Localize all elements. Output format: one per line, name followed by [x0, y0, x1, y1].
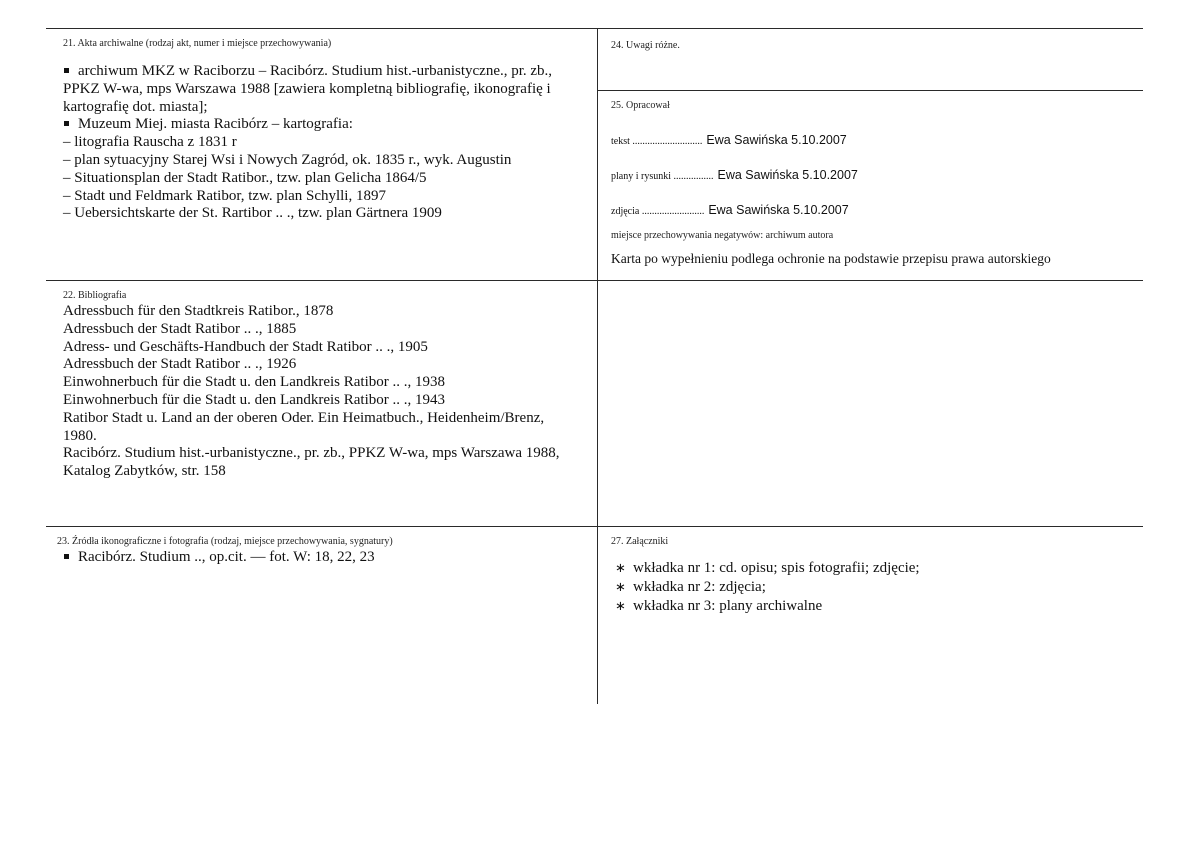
section-25-label: 25. Opracował: [611, 100, 670, 111]
map-entry: – Uebersichtskarte der St. Rartibor .. ., tzw. plan Gärtnera 1909: [63, 205, 442, 222]
bibliography-item: Racibórz. Studium hist.-urbanistyczne., pr. zb., PPKZ W-wa, mps Warszawa 1988,: [63, 445, 560, 462]
section-23: [57, 535, 593, 567]
map-entry: – plan sytuacyjny Starej Wsi i Nowych Zagród, ok. 1835 r., wyk. Augustin: [63, 151, 512, 168]
attachment-item: ∗ wkładka nr 2: zdjęcia;: [615, 579, 766, 595]
author-value: Ewa Sawińska 5.10.2007: [708, 203, 849, 217]
bibliography-item: Einwohnerbuch für die Stadt u. den Landkreis Ratibor .. ., 1943: [63, 391, 446, 408]
copyright-notice: Karta po wypełnieniu podlega ochronie na podstawie przepisu prawa autorskiego: [611, 251, 1051, 266]
section-27-label: 27. Załączniki: [611, 536, 669, 547]
attachment-item: ∗ wkładka nr 1: cd. opisu; spis fotografii; zdjęcie;: [615, 560, 920, 576]
bibliography-list: [63, 303, 593, 481]
square-bullet-icon: [64, 68, 69, 73]
bibliography-item: Einwohnerbuch für die Stadt u. den Landkreis Ratibor .. ., 1938: [63, 374, 446, 391]
section-22: [63, 289, 593, 481]
section-21-body: [63, 63, 593, 223]
iconography-entry: Racibórz. Studium .., op.cit. — fot. W: 18, 22, 23: [57, 549, 593, 567]
asterisk-bullet-icon: ∗: [615, 561, 626, 576]
attachment-item: ∗ wkładka nr 3: plany archiwalne: [615, 598, 823, 614]
author-value: Ewa Sawińska 5.10.2007: [706, 133, 847, 147]
divider-row-2: [46, 526, 1143, 527]
archive-entry: archiwum MKZ w Raciborzu – Racibórz. Studium hist.-urbanistyczne., pr. zb.,: [63, 63, 593, 81]
bibliography-item: Adressbuch für den Stadtkreis Ratibor., 1878: [63, 303, 334, 319]
square-bullet-icon: [64, 121, 69, 126]
section-25-label-wrap: [611, 99, 1131, 112]
author-row-photos: zdjęcia ......................... Ewa Sawińska 5.10.2007: [611, 203, 849, 217]
map-entry: – litografia Rauscha z 1831 r: [63, 134, 237, 151]
square-bullet-icon: [64, 554, 69, 559]
archive-entry-cont: PPKZ W-wa, mps Warszawa 1988 [zawiera kompletną bibliografię, ikonografię i: [63, 80, 551, 97]
archive-entry-cont: kartografię dot. miasta];: [63, 98, 208, 115]
divider-row-1: [46, 280, 1143, 281]
bibliography-item-cont: Katalog Zabytków, str. 158: [63, 463, 226, 480]
map-entry: – Situationsplan der Stadt Ratibor., tzw. plan Gelicha 1864/5: [63, 169, 427, 186]
asterisk-bullet-icon: ∗: [615, 599, 626, 614]
author-row-plans: plany i rysunki ................ Ewa Sawińska 5.10.2007: [611, 168, 858, 182]
divider-24-25: [597, 90, 1143, 91]
bibliography-item: Adressbuch der Stadt Ratibor .. ., 1926: [63, 356, 297, 373]
attachments-list: [611, 559, 1131, 616]
map-entry: – Stadt und Feldmark Ratibor, tzw. plan Schylli, 1897: [63, 187, 386, 204]
section-24: [611, 39, 1131, 52]
asterisk-bullet-icon: ∗: [615, 580, 626, 595]
section-27: [611, 535, 1131, 616]
top-border: [46, 28, 1143, 29]
bibliography-item: Ratibor Stadt u. Land an der oberen Oder. Ein Heimatbuch., Heidenheim/Brenz,: [63, 409, 545, 426]
bibliography-item-cont: 1980.: [63, 427, 97, 444]
bibliography-item: Adress- und Geschäfts-Handbuch der Stadt Ratibor .. ., 1905: [63, 338, 428, 355]
column-divider: [597, 28, 598, 704]
negatives-storage: miejsce przechowywania negatywów: archiwum autora: [611, 230, 834, 241]
author-row-text: tekst ............................ Ewa Sawińska 5.10.2007: [611, 133, 847, 147]
section-24-label: 24. Uwagi różne.: [611, 40, 680, 51]
author-value: Ewa Sawińska 5.10.2007: [717, 168, 858, 182]
section-21-label: 21. Akta archiwalne (rodzaj akt, numer i miejsce przechowywania): [63, 38, 332, 49]
section-21: [63, 37, 593, 223]
museum-entry: Muzeum Miej. miasta Racibórz – kartografia:: [63, 116, 593, 134]
section-22-label: 22. Bibliografia: [63, 290, 127, 301]
section-23-label: 23. Źródła ikonograficzne i fotografia (rodzaj, miejsce przechowywania, sygnatury): [57, 536, 393, 547]
bibliography-item: Adressbuch der Stadt Ratibor .. ., 1885: [63, 320, 297, 337]
